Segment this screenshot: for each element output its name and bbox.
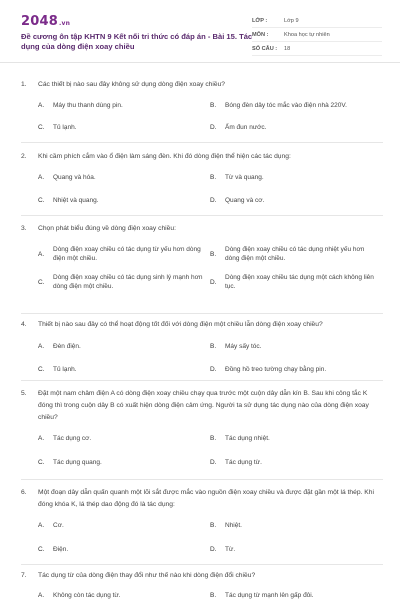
option-a[interactable]: A. Máy thu thanh dùng pin. <box>38 102 123 109</box>
answer-options <box>38 591 383 600</box>
option-c[interactable]: C. Tủ lạnh. <box>38 366 77 373</box>
answer-options <box>38 434 383 467</box>
option-d[interactable]: D. Quang và cơ. <box>210 197 265 204</box>
document-title: Đề cương ôn tập KHTN 9 Kết nối tri thức có đáp án - Bài 15. Tác dụng của dòng điện xoay chiều <box>21 32 253 51</box>
question-6 <box>21 487 383 554</box>
site-logo[interactable]: 2048.vn <box>21 14 71 29</box>
question-text: 6. Một đoạn dây dẫn quấn quanh một lõi sắt được mắc vào nguồn điện xoay chiều và được đặt gần một lá thép. Khi đóng khóa K, lá thép dao động đó là tác dụng: <box>21 489 374 508</box>
question-divider <box>21 142 383 143</box>
option-a[interactable]: A. Dòng điện xoay chiều có tác dụng từ yếu hơn dòng điện một chiều. <box>38 246 201 262</box>
meta-row-subject <box>252 28 382 42</box>
option-d[interactable]: D. Từ. <box>210 546 236 553</box>
option-d[interactable]: D. Dòng điện xoay chiều tác dụng một cách không liên tục. <box>210 274 374 290</box>
meta-value: 18 <box>284 45 291 52</box>
question-1 <box>21 80 383 132</box>
answer-options <box>38 521 383 554</box>
option-c[interactable]: C. Tác dụng quang. <box>38 459 102 466</box>
question-text: 2. Khi cầm phích cắm vào ổ điện làm sáng đèn. Khi đó dòng điện thể hiện các tác dụng: <box>21 153 291 160</box>
question-5 <box>21 388 383 467</box>
meta-key: MÔN : <box>252 31 269 38</box>
option-a[interactable]: A. Tác dụng cơ. <box>38 435 92 442</box>
question-divider <box>21 313 383 314</box>
option-b[interactable]: B. Tác dụng từ mạnh lên gấp đôi. <box>210 592 314 599</box>
question-2 <box>21 152 383 205</box>
option-d[interactable]: D. Đồng hồ treo tường chạy bằng pin. <box>210 366 327 373</box>
option-b[interactable]: B. Bóng đèn dây tóc mắc vào điện nhà 220V. <box>210 102 347 109</box>
question-divider <box>21 380 383 381</box>
meta-key: SỐ CÂU : <box>252 45 278 52</box>
option-c[interactable]: C. Tủ lạnh. <box>38 124 77 131</box>
question-text: 5. Đặt một nam châm điện A có dòng điện xoay chiều chạy qua trước một cuộn dây dẫn kín B. Sau khi công tắc K đóng thì trong cuộn dây B có xuất hiện dòng điện cảm ứng. Người ta sử dụng tác dụng nào của dòng điện xoay chiều? <box>21 390 369 421</box>
answer-options <box>38 245 383 291</box>
question-divider <box>21 564 383 565</box>
option-b[interactable]: B. Tác dụng nhiệt. <box>210 435 270 442</box>
question-4 <box>21 320 383 374</box>
option-c[interactable]: C. Dòng điện xoay chiều có tác dụng sinh lý mạnh hơn dòng điện một chiều. <box>38 274 203 290</box>
question-3 <box>21 224 383 291</box>
meta-value: Lớp 9 <box>284 17 299 24</box>
meta-key: LỚP : <box>252 17 268 24</box>
option-c[interactable]: C. Điện. <box>38 546 69 553</box>
question-7 <box>21 571 383 600</box>
question-divider <box>21 215 383 216</box>
meta-row-question-count <box>252 42 382 56</box>
option-b[interactable]: B. Nhiệt. <box>210 522 242 529</box>
question-text: 3. Chọn phát biểu đúng về dòng điện xoay chiều: <box>21 225 176 232</box>
option-d[interactable]: D. Ấm đun nước. <box>210 124 267 131</box>
meta-row-grade <box>252 14 382 28</box>
option-a[interactable]: A. Không còn tác dụng từ. <box>38 592 121 599</box>
meta-value: Khoa học tự nhiên <box>284 31 330 38</box>
document-meta <box>252 14 382 56</box>
option-b[interactable]: B. Máy sấy tóc. <box>210 343 262 350</box>
option-d[interactable]: D. Tác dụng từ. <box>210 459 262 466</box>
question-divider <box>21 479 383 480</box>
option-a[interactable]: A. Đèn điện. <box>38 343 81 350</box>
question-text: 4. Thiết bị nào sau đây có thể hoạt động tốt đối với dòng điện một chiều lẫn dòng điện xoay chiều? <box>21 321 323 328</box>
option-b[interactable]: B. Dòng điện xoay chiều có tác dụng nhiệt yếu hơn dòng điện một chiều. <box>210 246 365 262</box>
answer-options <box>38 101 383 132</box>
answer-options <box>38 342 383 374</box>
option-c[interactable]: C. Nhiệt và quang. <box>38 197 99 204</box>
question-text: 7. Tác dụng từ của dòng điện thay đổi như thế nào khi dòng điện đổi chiều? <box>21 572 256 579</box>
option-a[interactable]: A. Quang và hóa. <box>38 174 96 181</box>
question-text: 1. Các thiết bị nào sau đây không sử dụng dòng điện xoay chiều? <box>21 81 226 88</box>
answer-options <box>38 173 383 205</box>
document-header <box>0 0 400 63</box>
option-a[interactable]: A. Cơ. <box>38 522 64 529</box>
option-b[interactable]: B. Từ và quang. <box>210 174 264 181</box>
